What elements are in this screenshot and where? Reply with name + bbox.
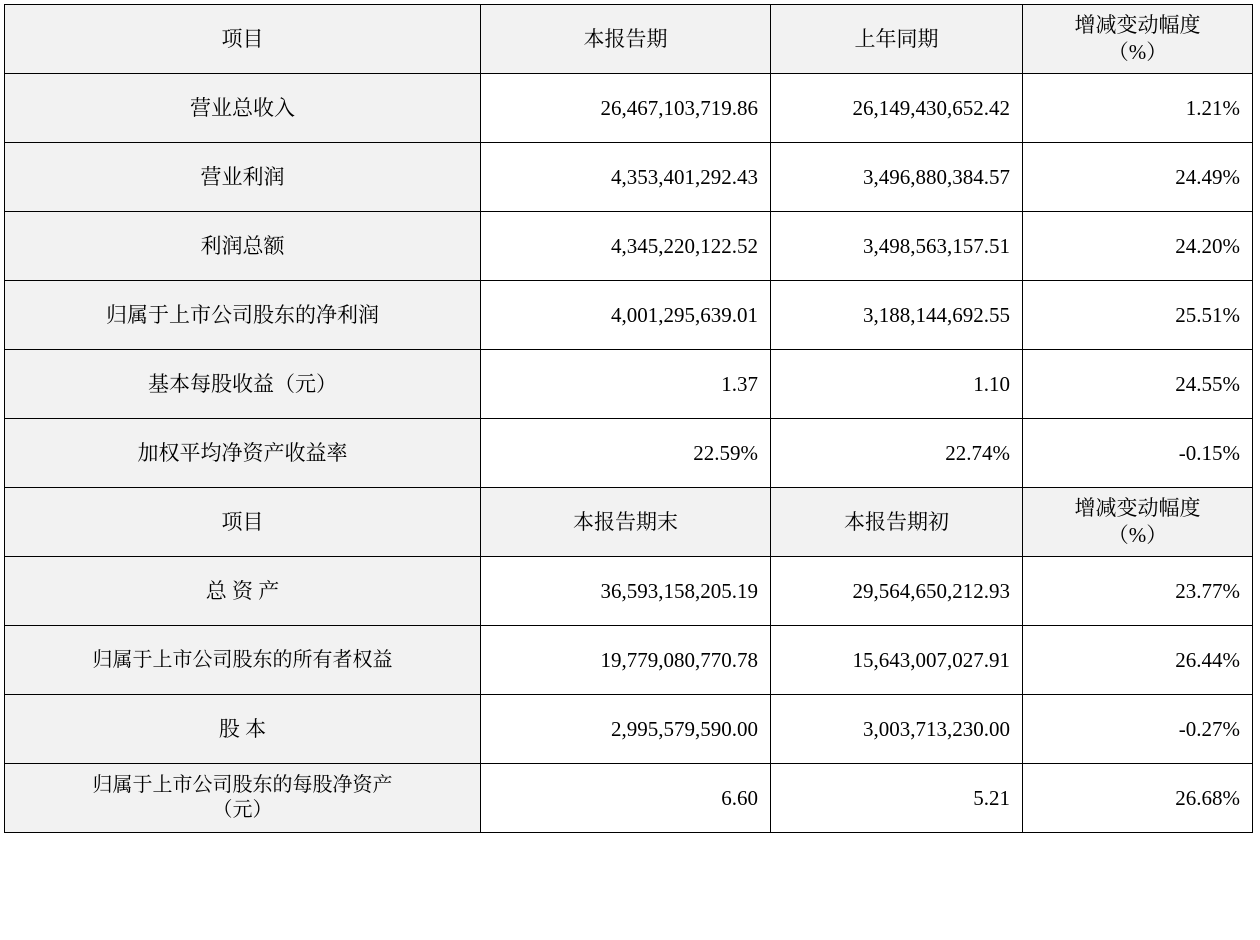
row-change-value: 24.55% [1023, 350, 1253, 419]
row-current-value: 4,001,295,639.01 [481, 281, 771, 350]
row-previous-value: 3,498,563,157.51 [771, 212, 1023, 281]
header-change-rate-line2: （%） [1107, 40, 1168, 64]
header-change-rate-line1: 增减变动幅度 [1074, 495, 1201, 520]
row-current-value: 36,593,158,205.19 [481, 557, 771, 626]
table-row [5, 143, 1253, 212]
row-label: 总 资 产 [5, 557, 481, 626]
table-row [5, 764, 1253, 833]
financial-summary-table [4, 4, 1253, 833]
row-previous-value: 22.74% [771, 419, 1023, 488]
header-change-rate [1023, 5, 1253, 74]
header-change-rate [1023, 488, 1253, 557]
header-change-rate-line1: 增减变动幅度 [1074, 12, 1201, 37]
row-label-line1: 归属于上市公司股东的每股净资产 [92, 774, 393, 796]
row-previous-value: 29,564,650,212.93 [771, 557, 1023, 626]
row-current-value: 19,779,080,770.78 [481, 626, 771, 695]
table-row [5, 626, 1253, 695]
row-current-value: 4,345,220,122.52 [481, 212, 771, 281]
table-header-row-period [5, 5, 1253, 74]
row-label [5, 764, 481, 833]
row-change-value: 24.20% [1023, 212, 1253, 281]
row-label-line2: （元） [212, 799, 273, 821]
row-current-value: 2,995,579,590.00 [481, 695, 771, 764]
row-current-value: 22.59% [481, 419, 771, 488]
row-change-value: 26.68% [1023, 764, 1253, 833]
row-label: 股 本 [5, 695, 481, 764]
row-label: 基本每股收益（元） [5, 350, 481, 419]
row-previous-value: 15,643,007,027.91 [771, 626, 1023, 695]
row-previous-value: 3,188,144,692.55 [771, 281, 1023, 350]
row-change-value: 25.51% [1023, 281, 1253, 350]
row-current-value: 4,353,401,292.43 [481, 143, 771, 212]
row-previous-value: 3,003,713,230.00 [771, 695, 1023, 764]
table-row [5, 281, 1253, 350]
row-change-value: 1.21% [1023, 74, 1253, 143]
row-previous-value: 3,496,880,384.57 [771, 143, 1023, 212]
table-row [5, 350, 1253, 419]
row-current-value: 26,467,103,719.86 [481, 74, 771, 143]
row-label: 利润总额 [5, 212, 481, 281]
table-row [5, 695, 1253, 764]
row-label: 归属于上市公司股东的净利润 [5, 281, 481, 350]
row-previous-value: 1.10 [771, 350, 1023, 419]
row-current-value: 6.60 [481, 764, 771, 833]
table-header-row-balance [5, 488, 1253, 557]
header-item: 项目 [5, 5, 481, 74]
row-label: 归属于上市公司股东的所有者权益 [5, 626, 481, 695]
row-change-value: -0.15% [1023, 419, 1253, 488]
row-label: 加权平均净资产收益率 [5, 419, 481, 488]
header-change-rate-line2: （%） [1107, 523, 1168, 547]
row-label: 营业利润 [5, 143, 481, 212]
row-change-value: 23.77% [1023, 557, 1253, 626]
header-previous-period: 上年同期 [771, 5, 1023, 74]
row-change-value: -0.27% [1023, 695, 1253, 764]
table-row [5, 557, 1253, 626]
row-current-value: 1.37 [481, 350, 771, 419]
row-change-value: 26.44% [1023, 626, 1253, 695]
header-item: 项目 [5, 488, 481, 557]
header-period-end: 本报告期末 [481, 488, 771, 557]
table-row [5, 419, 1253, 488]
row-label: 营业总收入 [5, 74, 481, 143]
row-change-value: 24.49% [1023, 143, 1253, 212]
header-current-period: 本报告期 [481, 5, 771, 74]
table-row [5, 212, 1253, 281]
table-row [5, 74, 1253, 143]
row-previous-value: 26,149,430,652.42 [771, 74, 1023, 143]
row-previous-value: 5.21 [771, 764, 1023, 833]
header-period-begin: 本报告期初 [771, 488, 1023, 557]
financial-summary-sheet [0, 4, 1260, 940]
